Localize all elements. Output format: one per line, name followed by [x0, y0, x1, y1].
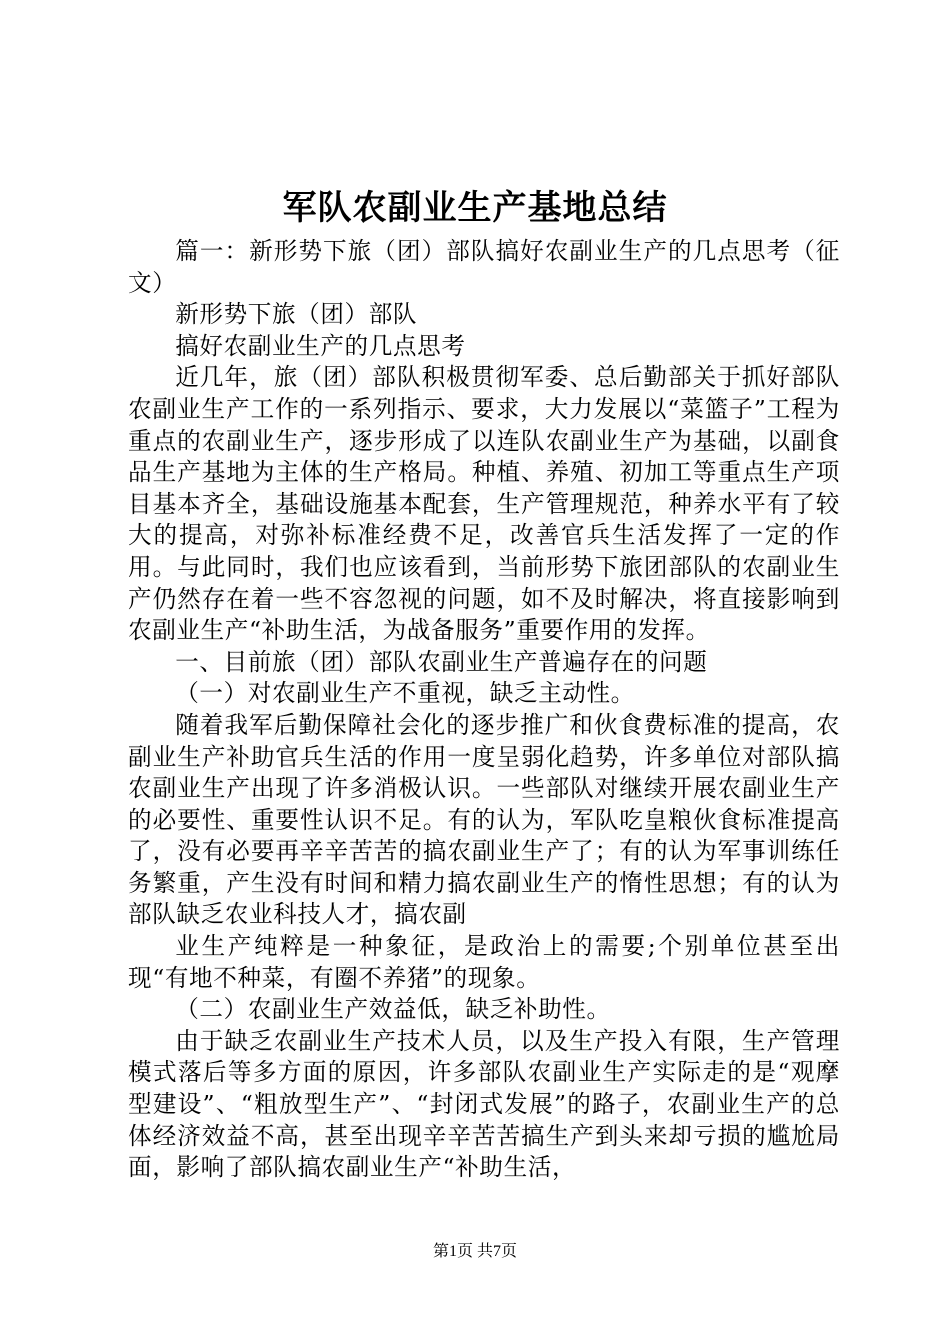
section-heading-1: 一、目前旅（团）部队农副业生产普遍存在的问题 — [175, 647, 708, 676]
subsection-heading-1: （一）对农副业生产不重视，缺乏主动性。 — [175, 679, 635, 708]
paragraph-subtitle-line-1: 新形势下旅（团）部队 — [175, 300, 418, 329]
paragraph-body-2: 业生产纯粹是一种象征，是政治上的需要;个别单位甚至出现“有地不种菜，有圈不养猪”的现象。 — [128, 932, 840, 992]
paragraph-intro: 近几年，旅（团）部队积极贯彻军委、总后勤部关于抓好部队农副业生产工作的一系列指示、要求，大力发展以“菜篮子”工程为重点的农副业生产，逐步形成了以连队农副业生产为基础，以副食品生产基地为主体的生产格局。种植、养殖、初加工等重点生产项目基本齐全，基础设施基本配套，生产管理规范，种养水平有了较大的提高，对弥补标准经费不足，改善官兵生活发挥了一定的作用。与此同时，我们也应该看到，当前形势下旅团部队的农副业生产仍然存在着一些不容忽视的问题，如不及时解决，将直接影响到农副业生产“补助生活，为战备服务”重要作用的发挥。 — [128, 363, 840, 645]
paragraph-body-3: 由于缺乏农副业生产技术人员，以及生产投入有限，生产管理模式落后等多方面的原因，许多部队农副业生产实际走的是“观摩型建设”、“粗放型生产”、“封闭式发展”的路子，农副业生产的总体经济效益不高，甚至出现辛辛苦苦搞生产到头来却亏损的尴尬局面，影响了部队搞农副业生产“补助生活， — [128, 1026, 840, 1182]
document-body — [128, 236, 840, 1184]
paragraph-body-1: 随着我军后勤保障社会化的逐步推广和伙食费标准的提高，农副业生产补助官兵生活的作用一度呈弱化趋势，许多单位对部队搞农副业生产出现了许多消极认识。一些部队对继续开展农副业生产的必要性、重要性认识不足。有的认为，军队吃皇粮伙食标准提高了，没有必要再辛辛苦苦的搞农副业生产了；有的认为军事训练任务繁重，产生没有时间和精力搞农副业生产的惰性思想；有的认为部队缺乏农业科技人才，搞农副 — [128, 710, 840, 929]
paragraph-subtitle-line-2: 搞好农副业生产的几点思考 — [175, 331, 466, 360]
page-indicator: 第1页 共7页 — [432, 1243, 517, 1260]
document-title: 军队农副业生产基地总结 — [282, 188, 668, 228]
subsection-heading-2: （二）农副业生产效益低，缺乏补助性。 — [175, 995, 611, 1024]
paragraph-chapter-heading: 篇一：新形势下旅（团）部队搞好农副业生产的几点思考（征文） — [128, 237, 840, 297]
